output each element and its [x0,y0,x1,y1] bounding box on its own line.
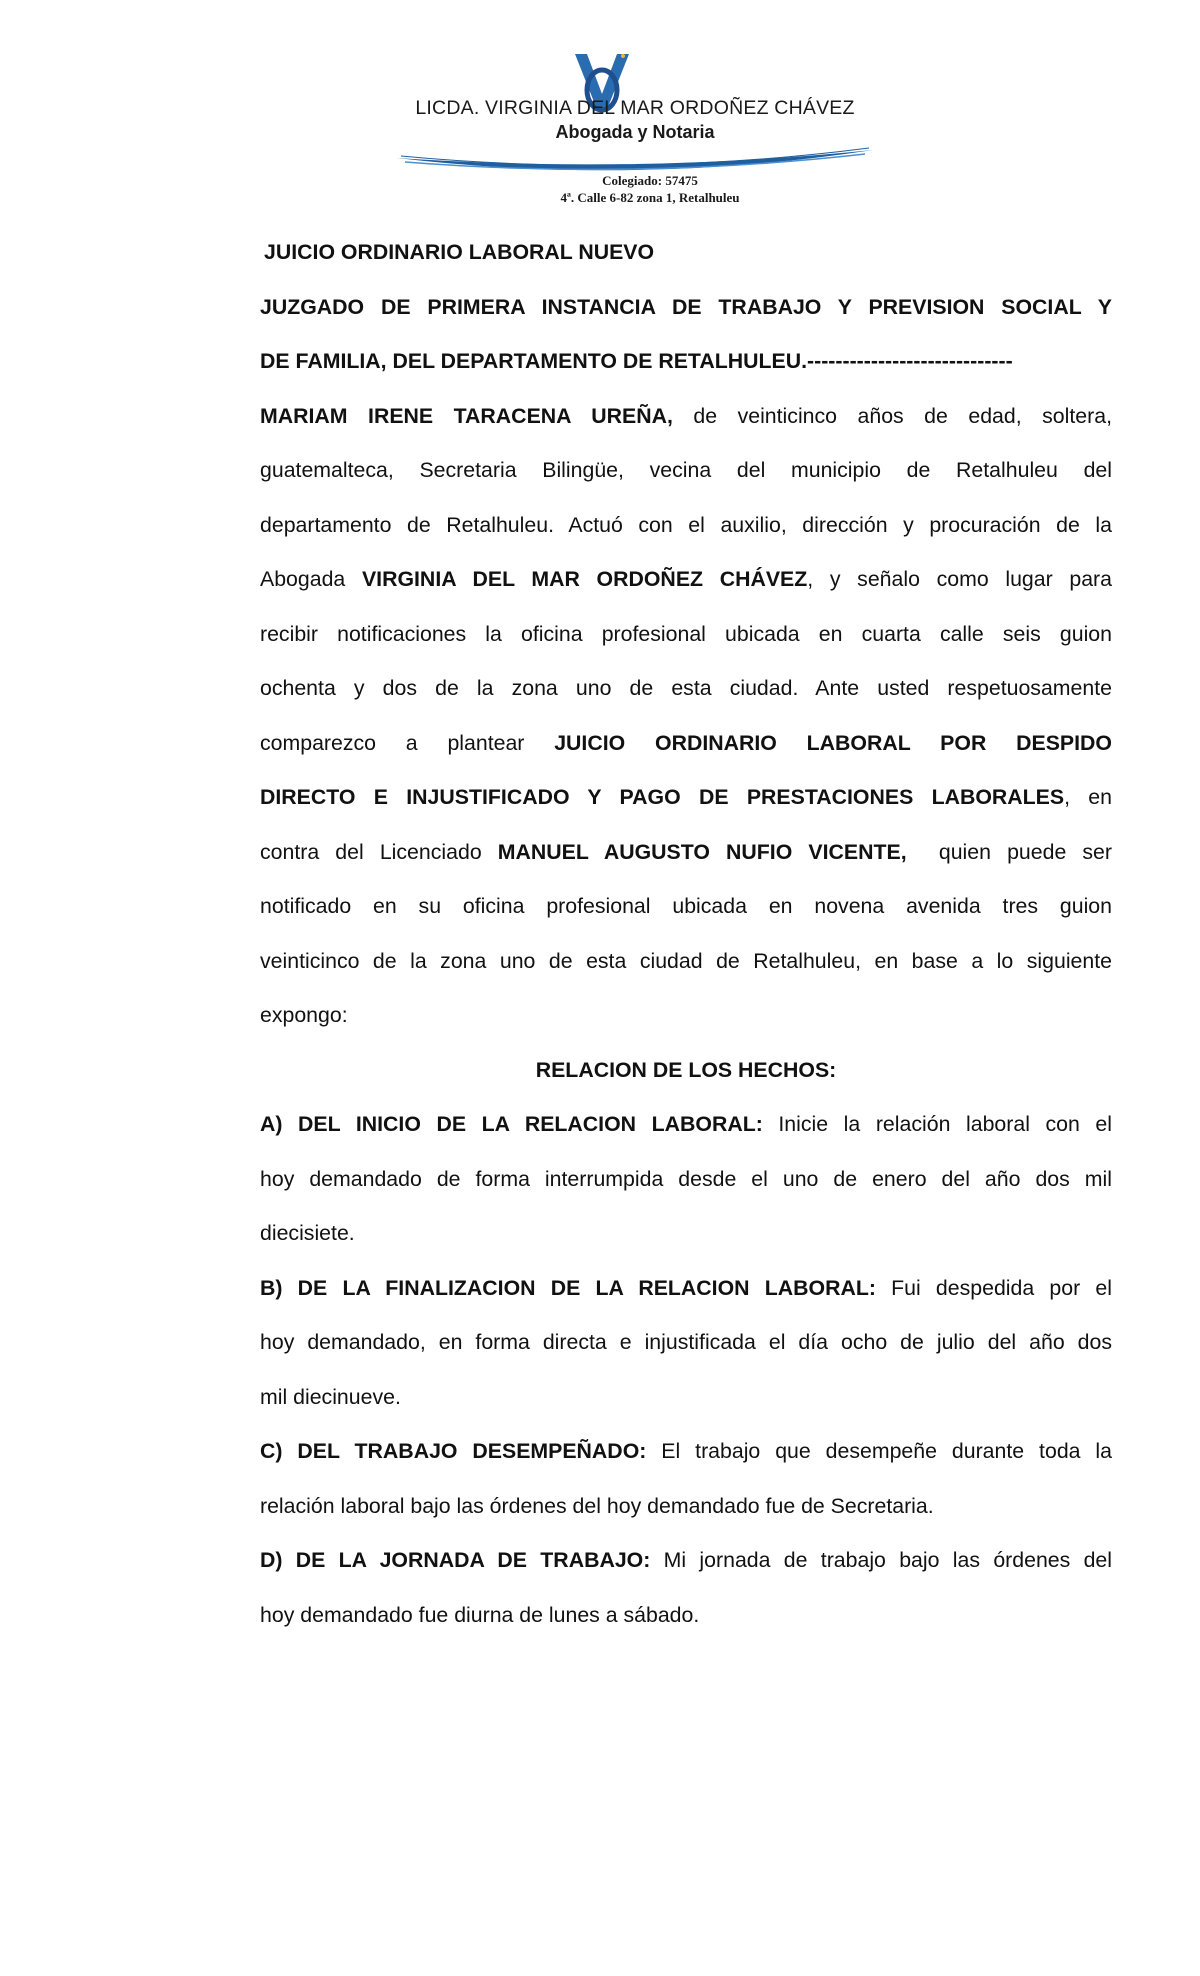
intro-line: notificado en su oficina profesional ubicada en novena avenida tres guion [260,894,1112,918]
fact-line: hoy demandado de forma interrumpida desde el uno de enero del año dos mil [260,1166,1112,1191]
intro-line [260,716,1112,771]
fact-heading: B) DE LA FINALIZACION DE LA RELACION LABORAL: [260,1275,876,1300]
defendant-name: MANUEL AUGUSTO NUFIO VICENTE, [497,839,907,864]
letterhead [395,40,875,215]
intro-line [260,552,1112,607]
intro-line: ochenta y dos de la zona uno de esta ciudad. Ante usted respetuosamente [260,676,1112,700]
intro-text: , en [1064,785,1112,809]
document-body [260,225,1112,1642]
intro-text: contra del Licenciado [260,839,498,864]
intro-line: veinticinco de la zona uno de esta ciudad de Retalhuleu, en base a lo siguiente [260,948,1112,973]
intro-text: Abogada [260,567,362,591]
claim-type: DIRECTO E INJUSTIFICADO Y PAGO DE PRESTACIONES LABORALES [260,785,1065,809]
fact-heading: C) DEL TRABAJO DESEMPEÑADO: [260,1439,647,1463]
plaintiff-name: MARIAM IRENE TARACENA UREÑA, [260,403,673,428]
fact-line: mil diecinueve. [260,1384,401,1409]
fact-line [260,1097,1112,1152]
lawyer-name: LICDA. VIRGINIA DEL MAR ORDOÑEZ CHÁVEZ [415,97,855,119]
court-line: JUZGADO DE PRIMERA INSTANCIA DE TRABAJO Y PREVISION SOCIAL Y [260,294,1112,319]
intro-line [260,389,1112,444]
intro-text: comparezco a plantear [260,730,555,755]
intro-line: departamento de Retalhuleu. Actuó con el auxilio, dirección y procuración de la [260,512,1112,537]
fact-text: El trabajo que desempeñe durante toda la [646,1439,1112,1463]
intro-text: , y señalo como lugar para [807,567,1112,591]
court-line: DE FAMILIA, DEL DEPARTAMENTO DE RETALHULEU.----------------------------- [260,349,1013,373]
fact-text: Inicie la relación laboral con el [762,1112,1112,1136]
intro-line [260,825,1112,880]
intro-text: quien puede ser [906,839,1112,864]
intro-line [260,770,1112,825]
fact-line: relación laboral bajo las órdenes del hoy demandado fue de Secretaria. [260,1493,934,1518]
intro-line: expongo: [260,1003,348,1027]
fact-heading: D) DE LA JORNADA DE TRABAJO: [260,1548,651,1572]
colegiado-number: Colegiado: 57475 [602,173,698,188]
lawyer-name-inline: VIRGINIA DEL MAR ORDOÑEZ CHÁVEZ [361,567,808,591]
office-address: 4ª. Calle 6-82 zona 1, Retalhuleu [560,190,740,205]
intro-line: guatemalteca, Secretaria Bilingüe, vecina del municipio de Retalhuleu del [260,458,1112,482]
lawyer-title: Abogada y Notaria [555,122,715,142]
fact-line [260,1261,1112,1316]
fact-text: Mi jornada de trabajo bajo las órdenes del [650,1548,1112,1572]
fact-line [260,1533,1112,1588]
fact-heading: A) DEL INICIO DE LA RELACION LABORAL: [260,1112,763,1136]
fact-line [260,1424,1112,1479]
fact-line: hoy demandado fue diurna de lunes a sábado. [260,1602,700,1627]
document-title: JUICIO ORDINARIO LABORAL NUEVO [264,240,655,264]
fact-text: Fui despedida por el [875,1275,1112,1300]
facts-heading: RELACION DE LOS HECHOS: [535,1057,837,1082]
intro-line: recibir notificaciones la oficina profesional ubicada en cuarta calle seis guion [260,621,1112,646]
intro-text: de veinticinco años de edad, soltera, [672,403,1112,428]
claim-type: JUICIO ORDINARIO LABORAL POR DESPIDO [554,730,1112,755]
fact-line: diecisiete. [260,1221,355,1245]
fact-line: hoy demandado, en forma directa e injustificada el día ocho de julio del año dos [260,1330,1112,1354]
